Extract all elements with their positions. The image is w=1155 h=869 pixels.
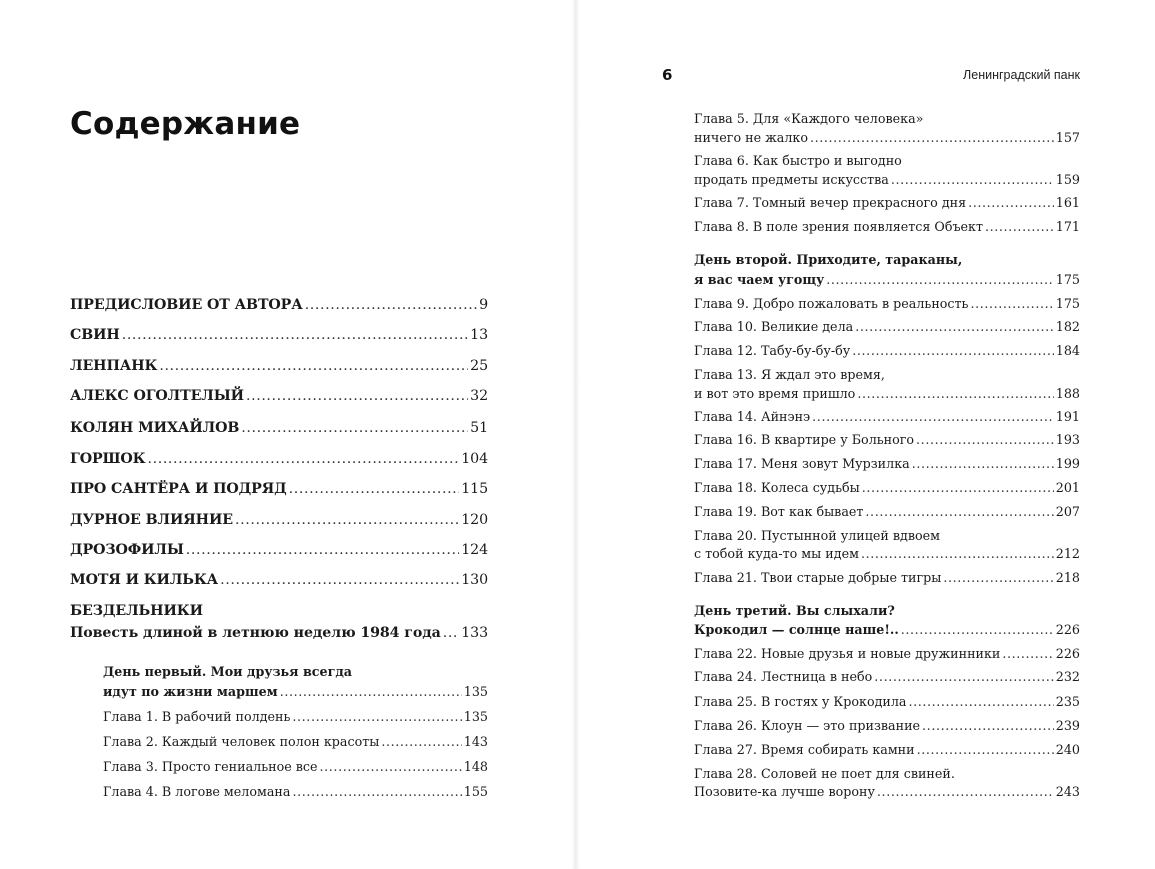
chapter-entry: Глава 9. Добро пожаловать в реальность ..... 175 <box>694 296 1080 311</box>
chapter-entry: Глава 8. В поле зрения появляется Объект ..... 171 <box>694 219 1080 234</box>
toc-entry: ПРО САНТЁРА И ПОДРЯД ..... 115 <box>70 481 488 497</box>
toc-entry: ДРОЗОФИЛЫ ..... 124 <box>70 542 488 558</box>
section-entry: Крокодил — солнце наше!.. ..... 226 <box>694 622 1080 637</box>
chapter-entry: Глава 22. Новые друзья и новые дружинники ..... 226 <box>694 646 1080 661</box>
chapter-entry: и вот это время пришло ..... 188 <box>694 386 1080 401</box>
toc-entry: ГОРШОК ..... 104 <box>70 451 488 467</box>
section-heading: День третий. Вы слыхали? <box>694 603 895 618</box>
chapter-entry: Глава 26. Клоун — это призвание ..... 239 <box>694 718 1080 733</box>
chapter-entry: Позовите-ка лучше ворону ..... 243 <box>694 784 1080 799</box>
section-heading: День первый. Мои друзья всегда <box>103 664 353 679</box>
toc-entry: ДУРНОЕ ВЛИЯНИЕ ..... 120 <box>70 512 488 528</box>
section-entry: идут по жизни маршем ..... 135 <box>103 684 488 699</box>
toc-entry: ЛЕНПАНК ..... 25 <box>70 358 488 374</box>
section-heading: День второй. Приходите, тараканы, <box>694 252 963 267</box>
chapter-entry: Глава 24. Лестница в небо ..... 232 <box>694 669 1080 684</box>
toc-entry: Повесть длиной в летнюю неделю 1984 года ..... 133 <box>70 625 488 641</box>
toc-entry: КОЛЯН МИХАЙЛОВ ..... 51 <box>70 420 488 436</box>
chapter-entry: Глава 12. Табу-бу-бу-бу ..... 184 <box>694 343 1080 358</box>
running-header: Ленинградский панк <box>963 68 1080 82</box>
chapter-entry-line: Глава 6. Как быстро и выгодно <box>694 153 902 168</box>
chapter-entry: Глава 17. Меня зовут Мурзилка ..... 199 <box>694 456 1080 471</box>
chapter-entry: Глава 21. Твои старые добрые тигры ..... 218 <box>694 570 1080 585</box>
toc-entry: ПРЕДИСЛОВИЕ ОТ АВТОРА ..... 9 <box>70 297 488 313</box>
chapter-entry: ничего не жалко ..... 157 <box>694 130 1080 145</box>
chapter-entry: Глава 1. В рабочий полдень ..... 135 <box>103 709 488 724</box>
chapter-entry-line: Глава 20. Пустынной улицей вдвоем <box>694 528 941 543</box>
chapter-entry: Глава 7. Томный вечер прекрасного дня ..... 161 <box>694 195 1080 210</box>
book-gutter <box>572 0 580 869</box>
chapter-entry: Глава 19. Вот как бывает ..... 207 <box>694 504 1080 519</box>
chapter-entry-line: Глава 5. Для «Каждого человека» <box>694 111 924 126</box>
chapter-entry: Глава 4. В логове меломана ..... 155 <box>103 784 488 799</box>
chapter-entry: Глава 25. В гостях у Крокодила ..... 235 <box>694 694 1080 709</box>
chapter-entry: Глава 3. Просто гениальное все ..... 148 <box>103 759 488 774</box>
chapter-entry: Глава 2. Каждый человек полон красоты ..... 143 <box>103 734 488 749</box>
section-entry: я вас чаем угощу ..... 175 <box>694 272 1080 287</box>
page-number: 6 <box>662 66 673 84</box>
chapter-entry: Глава 18. Колеса судьбы ..... 201 <box>694 480 1080 495</box>
toc-entry-heading: БЕЗДЕЛЬНИКИ <box>70 603 203 619</box>
toc-entry: МОТЯ И КИЛЬКА ..... 130 <box>70 572 488 588</box>
toc-entry: СВИН ..... 13 <box>70 327 488 343</box>
chapter-entry: продать предметы искусства ..... 159 <box>694 172 1080 187</box>
toc-entry: АЛЕКС ОГОЛТЕЛЫЙ ..... 32 <box>70 388 488 404</box>
chapter-entry: Глава 27. Время собирать камни ..... 240 <box>694 742 1080 757</box>
chapter-entry: Глава 14. Айнэнэ ..... 191 <box>694 409 1080 424</box>
chapter-entry-line: Глава 13. Я ждал это время, <box>694 367 885 382</box>
chapter-entry: с тобой куда-то мы идем ..... 212 <box>694 546 1080 561</box>
chapter-entry: Глава 16. В квартире у Больного ..... 193 <box>694 432 1080 447</box>
chapter-entry: Глава 10. Великие дела ..... 182 <box>694 319 1080 334</box>
chapter-entry-line: Глава 28. Соловей не поет для свиней. <box>694 766 955 781</box>
page-title: Содержание <box>70 106 301 142</box>
